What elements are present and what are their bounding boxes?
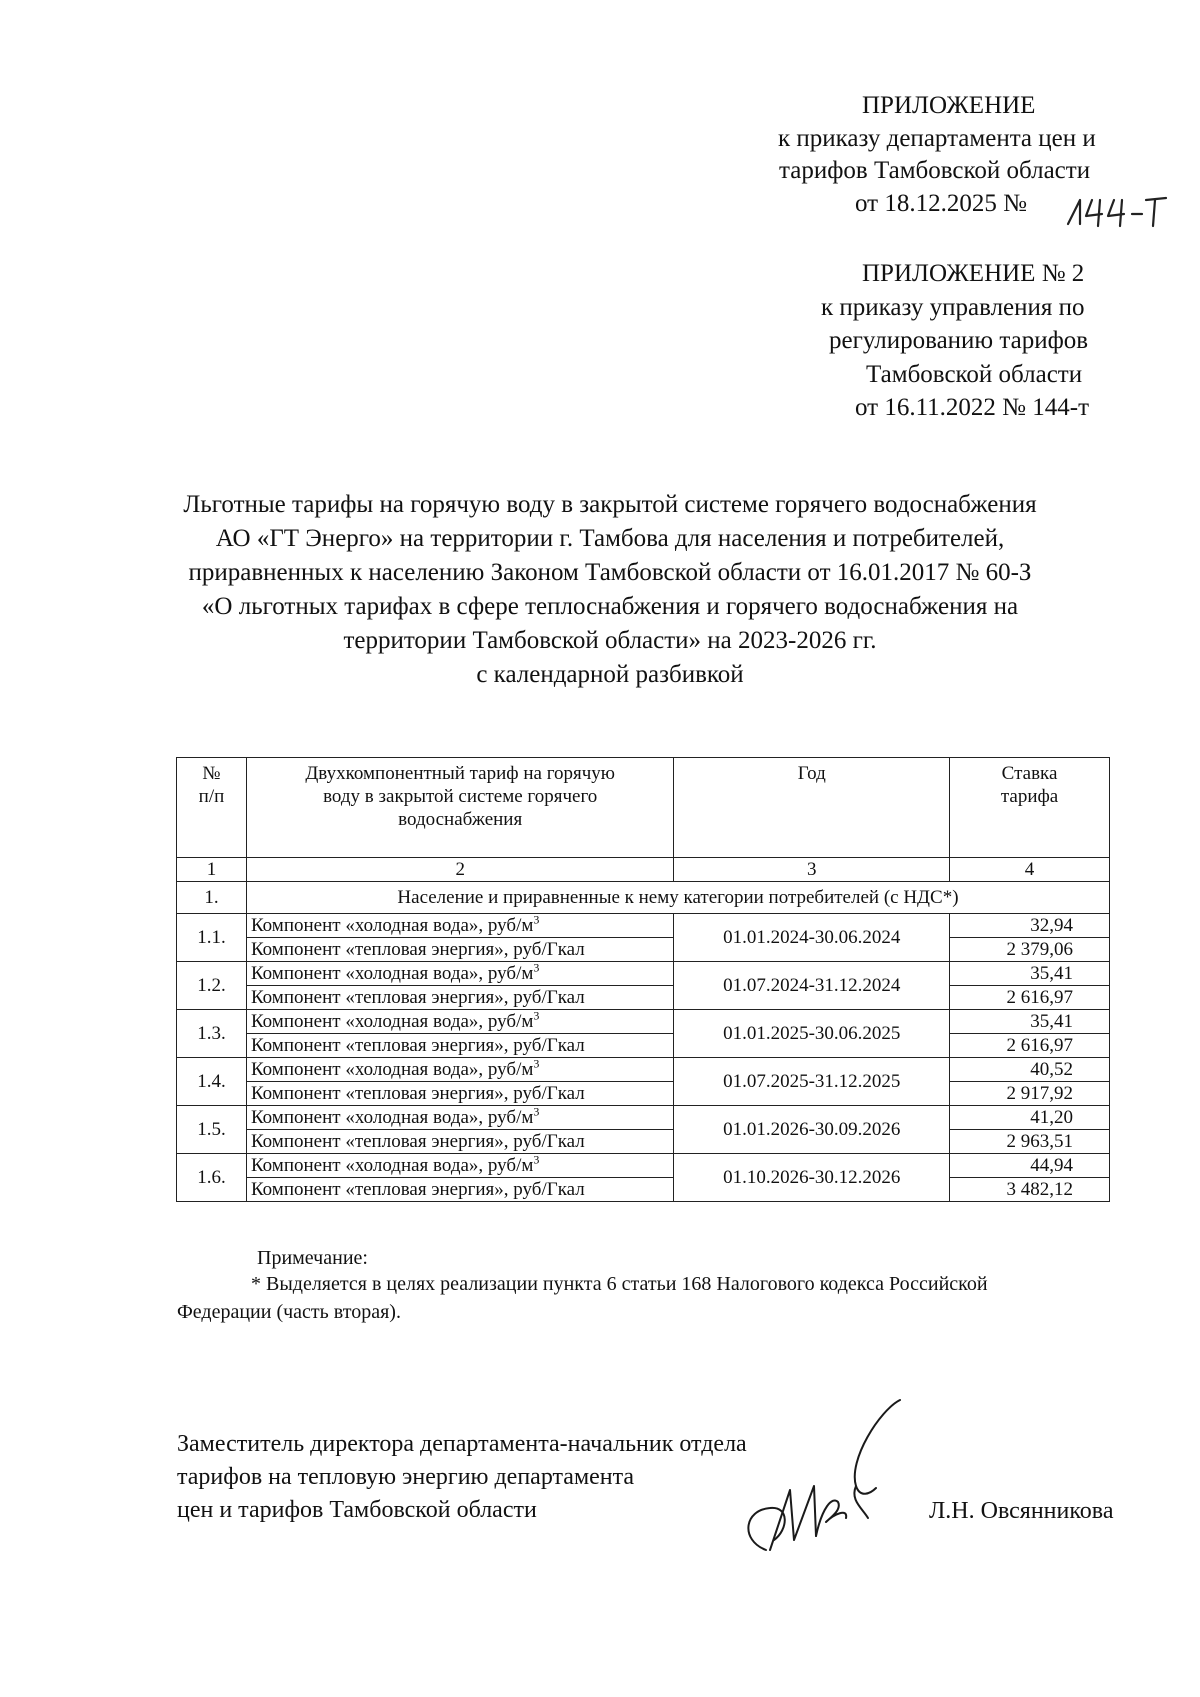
header-rate [950, 758, 1110, 858]
table-row [177, 1058, 1110, 1082]
component-cold [246, 1154, 674, 1178]
cubic-sup: 3 [533, 1104, 540, 1119]
table-row [177, 1106, 1110, 1130]
header-tariff-line: воду в закрытой системе горячего [323, 786, 598, 807]
table-row [177, 914, 1110, 938]
title-line: с календарной разбивкой [476, 661, 744, 688]
document-title [150, 488, 1070, 692]
note-label: Примечание: [257, 1247, 368, 1269]
header-tariff-line: водоснабжения [398, 809, 523, 830]
table-row [177, 986, 1110, 1010]
col-number: 1 [177, 858, 247, 882]
signature-line2: тарифов на тепловую энергию департамента [177, 1464, 635, 1490]
signature-line1: Заместитель директора департамента-начальник отдела [177, 1431, 747, 1457]
appendix1-line2: тарифов Тамбовской области [779, 157, 1091, 184]
component-cold-label: Компонент «холодная вода», руб/м [250, 1155, 534, 1176]
header-year: Год [674, 758, 950, 858]
rate-cold: 44,94 [950, 1154, 1110, 1178]
col-number: 3 [674, 858, 950, 882]
cubic-sup: 3 [533, 1152, 540, 1167]
appendix2-line3: Тамбовской области [866, 361, 1083, 388]
appendix2-line4: от 16.11.2022 № 144-т [855, 394, 1090, 421]
header-rate-line: Ставка [1001, 763, 1058, 784]
row-num: 1.6. [177, 1154, 247, 1202]
row-period: 01.01.2026-30.09.2026 [674, 1106, 950, 1154]
header-num-line: № [202, 763, 221, 784]
rate-heat: 3 482,12 [950, 1178, 1110, 1202]
component-heat: Компонент «тепловая энергия», руб/Гкал [246, 1178, 674, 1202]
rate-heat: 2 963,51 [950, 1130, 1110, 1154]
component-cold-label: Компонент «холодная вода», руб/м [250, 963, 534, 984]
rate-heat: 2 616,97 [950, 1034, 1110, 1058]
cubic-sup: 3 [533, 1056, 540, 1071]
component-heat: Компонент «тепловая энергия», руб/Гкал [246, 1082, 674, 1106]
component-heat: Компонент «тепловая энергия», руб/Гкал [246, 1034, 674, 1058]
rate-cold: 32,94 [950, 914, 1110, 938]
component-cold [246, 1010, 674, 1034]
row-period: 01.10.2026-30.12.2026 [674, 1154, 950, 1202]
component-cold-label: Компонент «холодная вода», руб/м [250, 1107, 534, 1128]
section-num: 1. [177, 882, 247, 914]
appendix1-line1: к приказу департамента цен и [778, 125, 1096, 152]
table-row [177, 1154, 1110, 1178]
rate-cold: 41,20 [950, 1106, 1110, 1130]
table-row [177, 1178, 1110, 1202]
appendix1-title: ПРИЛОЖЕНИЕ [862, 92, 1036, 119]
cubic-sup: 3 [533, 1008, 540, 1023]
title-line: АО «ГТ Энерго» на территории г. Тамбова для населения и потребителей, [215, 525, 1005, 552]
rate-heat: 2 917,92 [950, 1082, 1110, 1106]
rate-cold: 35,41 [950, 1010, 1110, 1034]
title-line: приравненных к населению Законом Тамбовской области от 16.01.2017 № 60-З [188, 559, 1032, 586]
handwritten-signature [730, 1390, 920, 1560]
cubic-sup: 3 [533, 912, 540, 927]
appendix1-date: от 18.12.2025 № [855, 190, 1027, 217]
row-num: 1.1. [177, 914, 247, 962]
rate-heat: 2 379,06 [950, 938, 1110, 962]
table-header-row [177, 758, 1110, 858]
rate-heat: 2 616,97 [950, 986, 1110, 1010]
component-cold [246, 962, 674, 986]
component-cold-label: Компонент «холодная вода», руб/м [250, 1011, 534, 1032]
tariff-table [176, 757, 1110, 1202]
note-line2: Федерации (часть вторая). [177, 1301, 401, 1323]
appendix2-line2: регулированию тарифов [829, 327, 1089, 354]
table-row [177, 938, 1110, 962]
table-row [177, 962, 1110, 986]
signature-line3: цен и тарифов Тамбовской области [177, 1497, 537, 1523]
appendix1-line3 [855, 188, 1027, 220]
row-num: 1.2. [177, 962, 247, 1010]
title-line: Льготные тарифы на горячую воду в закрытой системе горячего водоснабжения [183, 491, 1037, 518]
table-row [177, 1130, 1110, 1154]
section-row [177, 882, 1110, 914]
title-line: «О льготных тарифах в сфере теплоснабжения и горячего водоснабжения на [201, 593, 1019, 620]
cubic-sup: 3 [533, 960, 540, 975]
rate-cold: 35,41 [950, 962, 1110, 986]
row-period: 01.01.2025-30.06.2025 [674, 1010, 950, 1058]
row-period: 01.07.2024-31.12.2024 [674, 962, 950, 1010]
header-tariff [246, 758, 674, 858]
header-num-line: п/п [198, 786, 225, 807]
appendix2-title: ПРИЛОЖЕНИЕ № 2 [862, 260, 1085, 287]
header-tariff-line: Двухкомпонентный тариф на горячую [305, 763, 616, 784]
col-number: 2 [246, 858, 674, 882]
signatory-name: Л.Н. Овсянникова [929, 1498, 1114, 1524]
component-heat: Компонент «тепловая энергия», руб/Гкал [246, 1130, 674, 1154]
rate-cold: 40,52 [950, 1058, 1110, 1082]
row-period: 01.01.2024-30.06.2024 [674, 914, 950, 962]
header-num [177, 758, 247, 858]
row-period: 01.07.2025-31.12.2025 [674, 1058, 950, 1106]
row-num: 1.4. [177, 1058, 247, 1106]
table-row [177, 1082, 1110, 1106]
component-cold [246, 914, 674, 938]
component-cold-label: Компонент «холодная вода», руб/м [250, 1059, 534, 1080]
component-heat: Компонент «тепловая энергия», руб/Гкал [246, 986, 674, 1010]
component-cold-label: Компонент «холодная вода», руб/м [250, 915, 534, 936]
title-line: территории Тамбовской области» на 2023-2026 гг. [343, 627, 877, 654]
note-line1: * Выделяется в целях реализации пункта 6 статьи 168 Налогового кодекса Российской [251, 1273, 988, 1295]
component-cold [246, 1106, 674, 1130]
col-number: 4 [950, 858, 1110, 882]
header-rate-line: тарифа [1000, 786, 1059, 807]
table-row [177, 1010, 1110, 1034]
appendix2-line1: к приказу управления по [821, 294, 1085, 321]
handwritten-order-number [1058, 194, 1170, 230]
row-num: 1.3. [177, 1010, 247, 1058]
section-label: Население и приравненные к нему категории потребителей (с НДС*) [246, 882, 1109, 914]
table-row [177, 1034, 1110, 1058]
component-heat: Компонент «тепловая энергия», руб/Гкал [246, 938, 674, 962]
component-cold [246, 1058, 674, 1082]
row-num: 1.5. [177, 1106, 247, 1154]
column-number-row [177, 858, 1110, 882]
